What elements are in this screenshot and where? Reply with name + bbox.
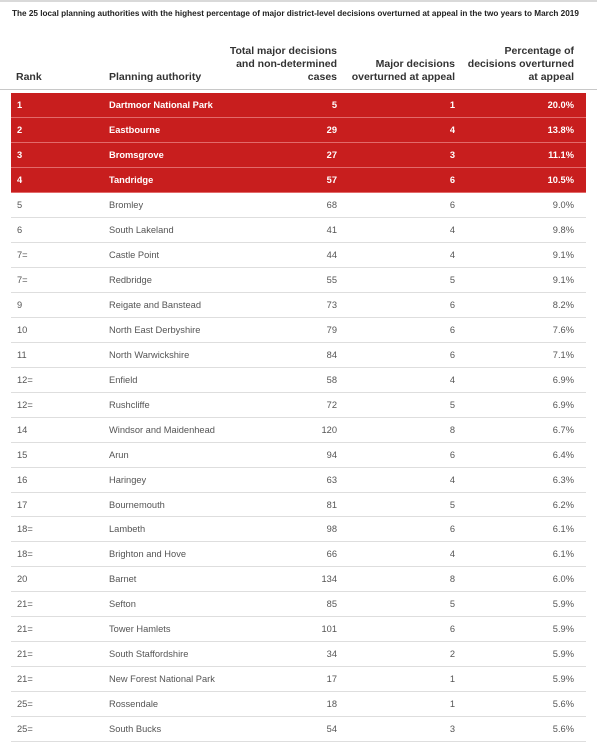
overturned-cell: 1 (449, 674, 455, 685)
table-header (0, 46, 597, 90)
table-row (11, 692, 586, 717)
table-row (11, 443, 586, 468)
authority-cell: North Warwickshire (109, 349, 190, 360)
total-cell: 68 (326, 199, 337, 210)
total-cell: 120 (321, 424, 337, 435)
authority-cell: Bournemouth (109, 499, 165, 510)
header-total-decisions (207, 45, 337, 84)
rank-cell: 20 (17, 574, 28, 585)
percentage-cell: 6.2% (552, 499, 574, 510)
overturned-cell: 1 (449, 699, 455, 710)
table-row (11, 418, 586, 443)
overturned-cell: 5 (449, 399, 455, 410)
rank-cell: 12= (17, 399, 33, 410)
rank-cell: 21= (17, 674, 33, 685)
table-row (11, 592, 586, 617)
overturned-cell: 6 (449, 174, 455, 185)
table-row (11, 368, 586, 393)
rank-cell: 10 (17, 324, 28, 335)
authority-cell: Brighton and Hove (109, 549, 187, 560)
percentage-cell: 5.9% (552, 599, 574, 610)
overturned-cell: 6 (449, 624, 455, 635)
authority-cell: Sefton (109, 599, 136, 610)
overturned-cell: 4 (449, 374, 455, 385)
total-cell: 98 (326, 524, 337, 535)
table-row (11, 468, 586, 493)
percentage-cell: 6.9% (552, 374, 574, 385)
table-body (11, 93, 586, 742)
percentage-cell: 5.9% (552, 649, 574, 660)
overturned-cell: 6 (449, 199, 455, 210)
total-cell: 41 (326, 224, 337, 235)
total-cell: 44 (326, 249, 337, 260)
percentage-cell: 6.1% (552, 549, 574, 560)
total-cell: 34 (326, 649, 337, 660)
rank-cell: 4 (17, 174, 23, 185)
rank-cell: 16 (17, 474, 28, 485)
percentage-cell: 7.6% (552, 324, 574, 335)
rank-cell: 11 (17, 349, 27, 360)
overturned-cell: 3 (449, 724, 455, 735)
overturned-cell: 6 (449, 299, 455, 310)
overturned-cell: 1 (449, 100, 455, 110)
table-row (11, 717, 586, 742)
table-row (11, 143, 586, 168)
percentage-cell: 5.9% (552, 674, 574, 685)
total-cell: 134 (321, 574, 337, 585)
total-cell: 73 (326, 299, 337, 310)
percentage-cell: 5.9% (552, 624, 574, 635)
authority-cell: North East Derbyshire (109, 324, 201, 335)
percentage-cell: 9.0% (552, 199, 574, 210)
header-total-line-1: Total major decisions (229, 45, 337, 57)
authority-cell: South Staffordshire (109, 649, 189, 660)
rank-cell: 18= (17, 524, 33, 535)
header-overturned-line-1: Major decisions (375, 58, 455, 70)
total-cell: 58 (326, 374, 337, 385)
total-cell: 57 (326, 174, 337, 185)
overturned-cell: 6 (449, 349, 455, 360)
header-percentage-line-2: decisions overturned (467, 58, 574, 70)
header-percentage (464, 45, 574, 84)
authority-cell: South Lakeland (109, 224, 174, 235)
authority-cell: Eastbourne (109, 124, 161, 135)
percentage-cell: 11.1% (548, 149, 574, 160)
header-total-line-2: and non-determined (236, 58, 337, 70)
table-row (11, 542, 586, 567)
percentage-cell: 5.6% (552, 724, 574, 735)
total-cell: 79 (326, 324, 337, 335)
total-cell: 72 (326, 399, 337, 410)
percentage-cell: 9.1% (552, 274, 574, 285)
header-percentage-line-3: at appeal (528, 71, 574, 83)
table-row (11, 393, 586, 418)
total-cell: 63 (326, 474, 337, 485)
overturned-cell: 6 (449, 324, 455, 335)
total-cell: 17 (326, 674, 337, 685)
authority-cell: Redbridge (109, 274, 152, 285)
rank-cell: 18= (17, 549, 33, 560)
table-row (11, 642, 586, 667)
total-cell: 66 (326, 549, 337, 560)
total-cell: 85 (326, 599, 337, 610)
table-row (11, 193, 586, 218)
percentage-cell: 9.8% (552, 224, 574, 235)
table-row (11, 93, 586, 118)
percentage-cell: 6.4% (552, 449, 574, 460)
overturned-cell: 6 (449, 524, 455, 535)
authority-cell: Lambeth (109, 524, 146, 535)
overturned-cell: 4 (449, 224, 455, 235)
header-overturned (345, 58, 455, 84)
rank-cell: 25= (17, 724, 33, 735)
table-row (11, 318, 586, 343)
total-cell: 18 (326, 699, 337, 710)
table-row (11, 343, 586, 368)
rank-cell: 9 (17, 299, 23, 310)
rank-cell: 17 (17, 499, 28, 510)
table-row (11, 118, 586, 143)
rank-cell: 7= (17, 249, 28, 260)
overturned-cell: 4 (449, 474, 455, 485)
total-cell: 27 (326, 149, 337, 160)
authority-cell: South Bucks (109, 724, 162, 735)
authority-cell: Castle Point (109, 249, 160, 260)
rank-cell: 5 (17, 199, 23, 210)
total-cell: 5 (331, 100, 337, 110)
authority-cell: Rushcliffe (109, 399, 150, 410)
top-rule (0, 0, 597, 2)
header-overturned-line-2: overturned at appeal (351, 71, 455, 83)
authority-cell: Haringey (109, 474, 147, 485)
total-cell: 94 (326, 449, 337, 460)
percentage-cell: 6.7% (552, 424, 574, 435)
total-cell: 81 (326, 499, 337, 510)
rank-cell: 21= (17, 599, 33, 610)
table-row (11, 243, 586, 268)
percentage-cell: 5.6% (552, 699, 574, 710)
rank-cell: 6 (17, 224, 23, 235)
overturned-cell: 4 (449, 124, 455, 135)
rank-cell: 21= (17, 624, 33, 635)
authority-cell: Tower Hamlets (109, 624, 171, 635)
overturned-cell: 4 (449, 549, 455, 560)
header-total-line-3: cases (307, 71, 337, 83)
percentage-cell: 6.0% (552, 574, 574, 585)
rank-cell: 15 (17, 449, 28, 460)
overturned-cell: 8 (449, 424, 455, 435)
overturned-cell: 5 (449, 274, 455, 285)
table-row (11, 268, 586, 293)
total-cell: 54 (326, 724, 337, 735)
percentage-cell: 8.2% (552, 299, 574, 310)
overturned-cell: 2 (449, 649, 455, 660)
authority-cell: Enfield (109, 374, 138, 385)
table-row (11, 293, 586, 318)
header-percentage-line-1: Percentage of (504, 45, 574, 57)
rank-cell: 7= (17, 274, 28, 285)
table-caption: The 25 local planning authorities with the highest percentage of major district-level decisions overturned at appeal in the two years to March 2019 (12, 9, 579, 18)
overturned-cell: 4 (449, 249, 455, 260)
overturned-cell: 6 (449, 449, 455, 460)
percentage-cell: 13.8% (547, 124, 574, 135)
header-rank: Rank (16, 71, 42, 83)
rank-cell: 3 (17, 149, 23, 160)
table-row (11, 667, 586, 692)
rank-cell: 2 (17, 124, 23, 135)
rank-cell: 12= (17, 374, 33, 385)
total-cell: 29 (326, 124, 337, 135)
authority-cell: Bromsgrove (109, 149, 164, 160)
authority-cell: Barnet (109, 574, 137, 585)
authority-cell: Windsor and Maidenhead (109, 424, 215, 435)
authority-cell: Tandridge (109, 174, 154, 185)
rank-cell: 25= (17, 699, 33, 710)
authority-cell: New Forest National Park (109, 674, 215, 685)
rank-cell: 21= (17, 649, 33, 660)
table-row (11, 567, 586, 592)
header-authority: Planning authority (109, 71, 202, 83)
table-row (11, 218, 586, 243)
overturned-cell: 8 (449, 574, 455, 585)
overturned-cell: 5 (449, 499, 455, 510)
percentage-cell: 7.1% (552, 349, 574, 360)
total-cell: 101 (321, 624, 337, 635)
authority-cell: Arun (109, 449, 129, 460)
authority-cell: Rossendale (109, 699, 159, 710)
percentage-cell: 6.1% (552, 524, 574, 535)
overturned-cell: 3 (449, 149, 455, 160)
total-cell: 55 (326, 274, 337, 285)
rank-cell: 1 (17, 100, 23, 110)
percentage-cell: 9.1% (552, 249, 574, 260)
overturned-cell: 5 (449, 599, 455, 610)
table-row (11, 493, 586, 518)
table-row (11, 617, 586, 642)
percentage-cell: 10.5% (547, 174, 574, 185)
authority-cell: Bromley (109, 199, 144, 210)
table-row (11, 168, 586, 193)
authority-cell: Dartmoor National Park (109, 100, 213, 110)
percentage-cell: 6.9% (552, 399, 574, 410)
percentage-cell: 6.3% (552, 474, 574, 485)
authority-cell: Reigate and Banstead (109, 299, 202, 310)
table-row (11, 517, 586, 542)
percentage-cell: 20.0% (547, 100, 574, 110)
rank-cell: 14 (17, 424, 28, 435)
total-cell: 84 (326, 349, 337, 360)
